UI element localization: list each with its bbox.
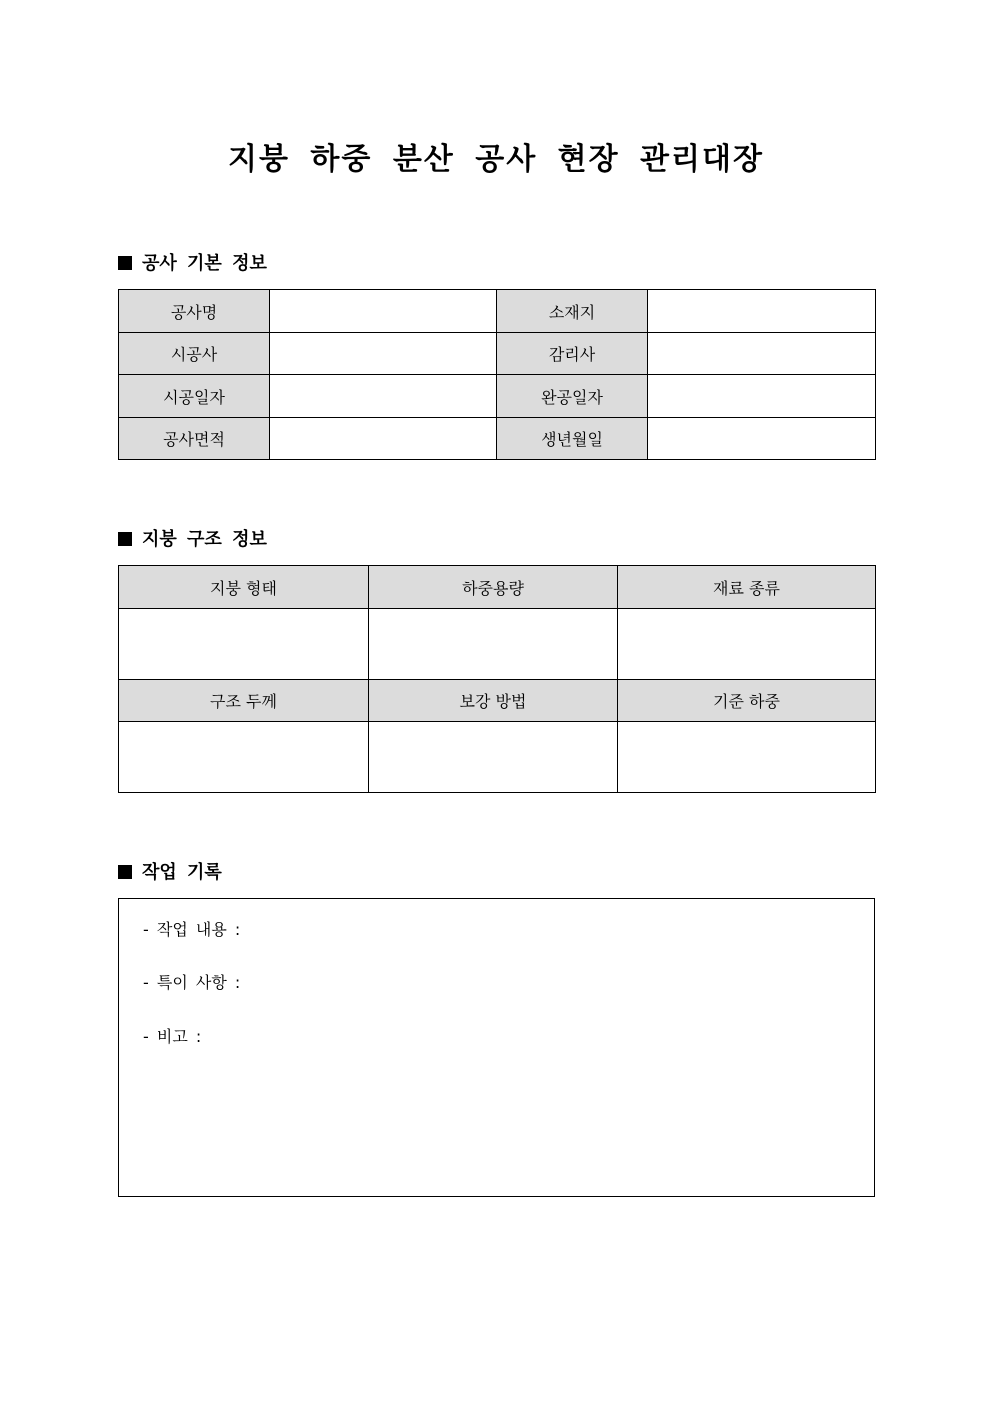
square-bullet-icon	[118, 256, 132, 270]
structure-thickness-field[interactable]	[119, 722, 369, 793]
header-cell: 재료 종류	[618, 566, 876, 609]
table-row	[119, 680, 876, 722]
table-row	[119, 609, 876, 680]
construction-area-field[interactable]	[270, 418, 497, 460]
section-heading-text: 지붕 구조 정보	[142, 529, 267, 550]
contractor-field[interactable]	[270, 333, 497, 375]
table-row	[119, 375, 876, 418]
location-field[interactable]	[648, 290, 876, 333]
work-content-line: - 작업 내용 :	[143, 920, 241, 939]
label-cell: 시공사	[119, 333, 270, 375]
table-row	[119, 418, 876, 460]
work-log-box[interactable]	[118, 898, 875, 1197]
project-name-field[interactable]	[270, 290, 497, 333]
reference-load-field[interactable]	[618, 722, 876, 793]
table-row	[119, 333, 876, 375]
section-heading-basic-info	[118, 252, 267, 276]
basic-info-table	[118, 289, 876, 460]
section-heading-text: 작업 기록	[142, 862, 222, 883]
section-heading-text: 공사 기본 정보	[142, 253, 267, 274]
table-row	[119, 290, 876, 333]
label-cell: 감리사	[497, 333, 648, 375]
label-cell: 소재지	[497, 290, 648, 333]
label-cell: 완공일자	[497, 375, 648, 418]
label-cell: 시공일자	[119, 375, 270, 418]
label-cell: 공사면적	[119, 418, 270, 460]
table-row	[119, 722, 876, 793]
load-capacity-field[interactable]	[369, 609, 618, 680]
header-cell: 지붕 형태	[119, 566, 369, 609]
roof-type-field[interactable]	[119, 609, 369, 680]
supervisor-field[interactable]	[648, 333, 876, 375]
section-heading-roof-structure	[118, 528, 267, 552]
material-type-field[interactable]	[618, 609, 876, 680]
header-cell: 기준 하중	[618, 680, 876, 722]
header-cell: 구조 두께	[119, 680, 369, 722]
special-notes-line: - 특이 사항 :	[143, 973, 241, 992]
table-row	[119, 566, 876, 609]
reinforcement-method-field[interactable]	[369, 722, 618, 793]
page-title: 지붕 하중 분산 공사 현장 관리대장	[228, 142, 764, 177]
birth-date-field[interactable]	[648, 418, 876, 460]
header-cell: 하중용량	[369, 566, 618, 609]
square-bullet-icon	[118, 532, 132, 546]
label-cell: 생년월일	[497, 418, 648, 460]
remarks-line: - 비고 :	[143, 1027, 202, 1046]
header-cell: 보강 방법	[369, 680, 618, 722]
section-heading-work-log	[118, 861, 222, 885]
square-bullet-icon	[118, 865, 132, 879]
label-cell: 공사명	[119, 290, 270, 333]
roof-structure-table	[118, 565, 876, 793]
start-date-field[interactable]	[270, 375, 497, 418]
completion-date-field[interactable]	[648, 375, 876, 418]
